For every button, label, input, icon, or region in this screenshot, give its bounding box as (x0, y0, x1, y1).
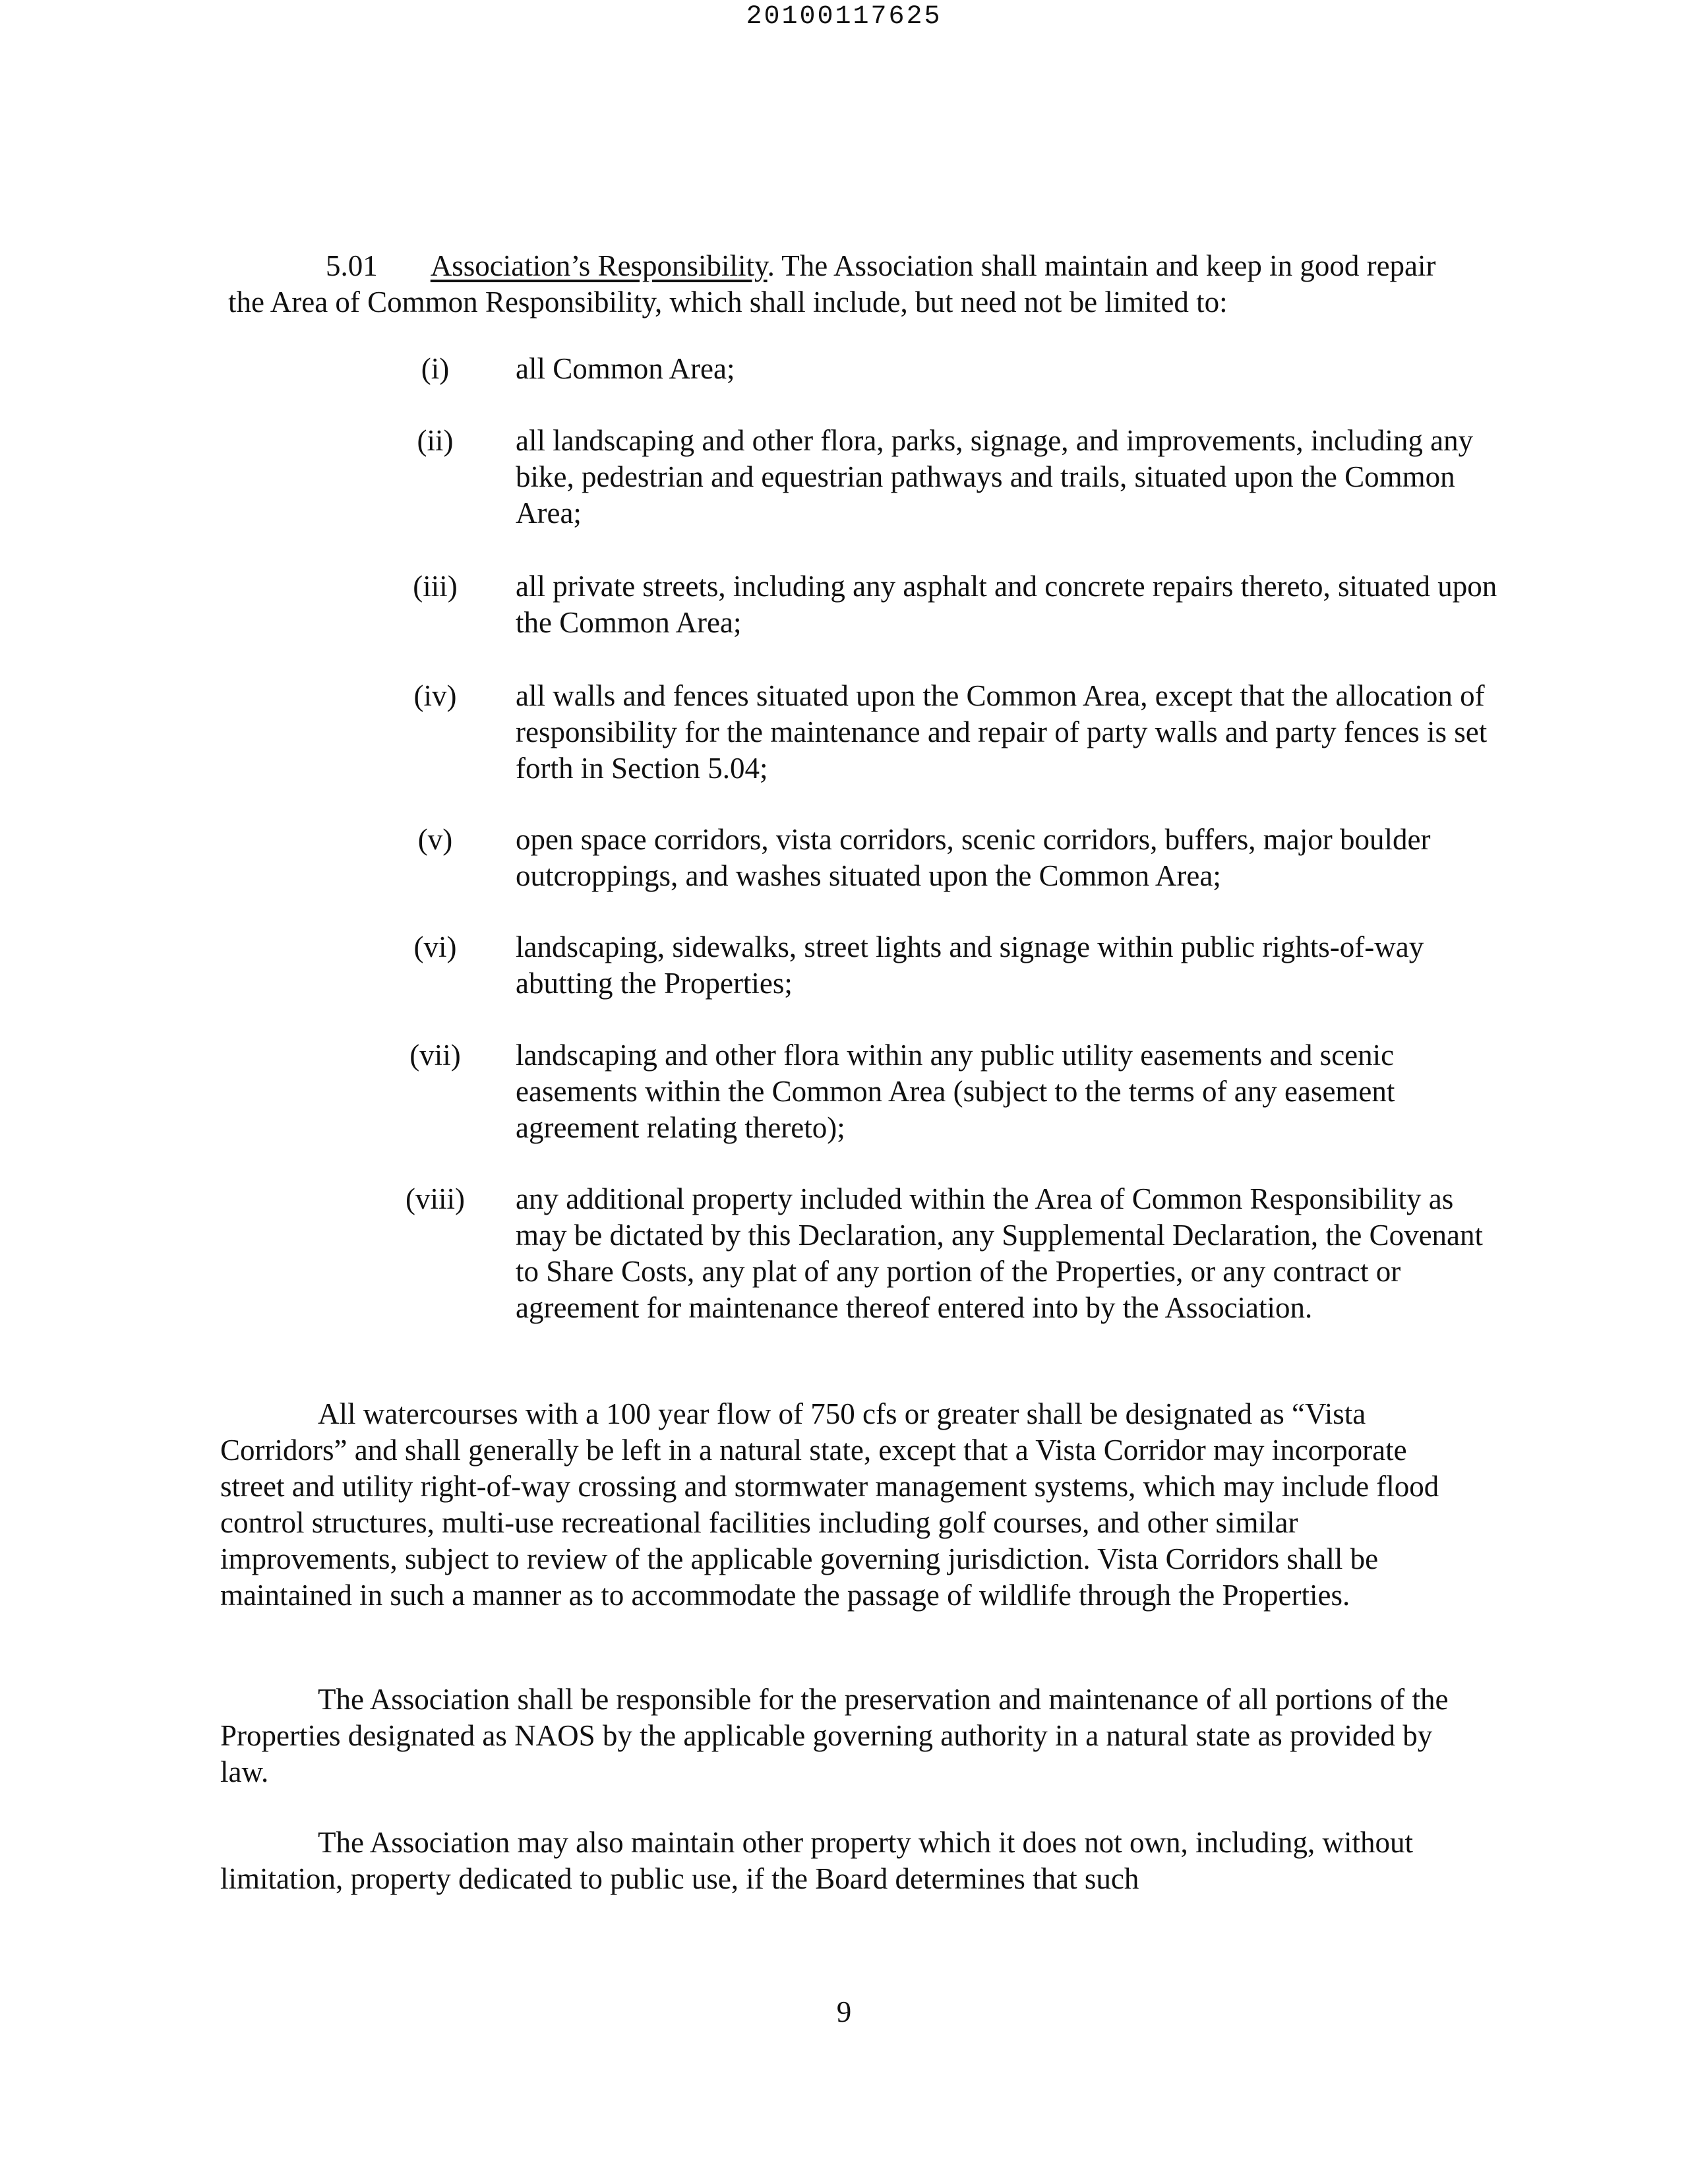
list-item-text: all private streets, including any asphalt and concrete repairs thereto, situated upon the Common Area; (516, 570, 1497, 639)
section-title: Association’s Responsibility (430, 249, 768, 282)
section-number: 5.01 (326, 249, 378, 282)
other-property-paragraph: The Association may also maintain other property which it does not own, including, without limitation, property dedicated to public use, if the Board determines that such (220, 1826, 1413, 1895)
list-item-marker: (vii) (409, 1039, 461, 1072)
list-item-text: open space corridors, vista corridors, scenic corridors, buffers, major boulder outcroppings, and washes situated upon the Common Area; (516, 823, 1431, 892)
section-5-01-paragraph (228, 248, 1468, 320)
list-item-marker: (i) (421, 352, 450, 385)
list-item-text: landscaping and other flora within any public utility easements and scenic easements within the Common Area (subject to the terms of any easement agreement relating thereto); (516, 1039, 1395, 1144)
naos-paragraph: The Association shall be responsible for the preservation and maintenance of all portions of the Properties designated as NAOS by the applicable governing authority in a natural state as provided by law. (220, 1683, 1449, 1788)
list-item-text: landscaping, sidewalks, street lights and signage within public rights-of-way abutting the Properties; (516, 930, 1424, 1000)
list-item-text: all Common Area; (516, 352, 735, 385)
list-item-marker: (v) (417, 823, 453, 856)
list-item-marker: (iii) (413, 570, 458, 603)
page-number: 9 (836, 1995, 852, 2028)
list-item-text: any additional property included within the Area of Common Responsibility as may be dictated by this Declaration, any Supplemental Declaration, the Covenant to Share Costs, any plat of any portion of the Properties, or any contract or agreement for maintenance thereof entered into by the Association. (516, 1182, 1484, 1324)
document-number: 20100117625 (746, 2, 942, 32)
list-item-marker: (iv) (413, 679, 457, 712)
vista-corridors-paragraph: All watercourses with a 100 year flow of 750 cfs or greater shall be designated as “Vista Corridors” and shall generally be left in a natural state, except that a Vista Corridor may incorporate street and utility right-of-way crossing and stormwater management systems, which may include flood control structures, multi-use recreational facilities including golf courses, and other similar improvements, subject to review of the applicable governing jurisdiction. Vista Corridors shall be maintained in such a manner as to accommodate the passage of wildlife through the Properties. (220, 1397, 1439, 1612)
list-item-marker: (ii) (417, 424, 454, 457)
section-intro-text: . The Association shall maintain and keep in good repair the Area of Common Responsibility, which shall include, but need not be limited to: (228, 249, 1436, 318)
list-item-marker: (viii) (406, 1182, 465, 1215)
list-item-text: all walls and fences situated upon the Common Area, except that the allocation of responsibility for the maintenance and repair of party walls and party fences is set forth in Section 5.04; (516, 679, 1488, 785)
list-item-marker: (vi) (413, 930, 457, 963)
list-item-text: all landscaping and other flora, parks, signage, and improvements, including any bike, pedestrian and equestrian pathways and trails, situated upon the Common Area; (516, 424, 1474, 530)
